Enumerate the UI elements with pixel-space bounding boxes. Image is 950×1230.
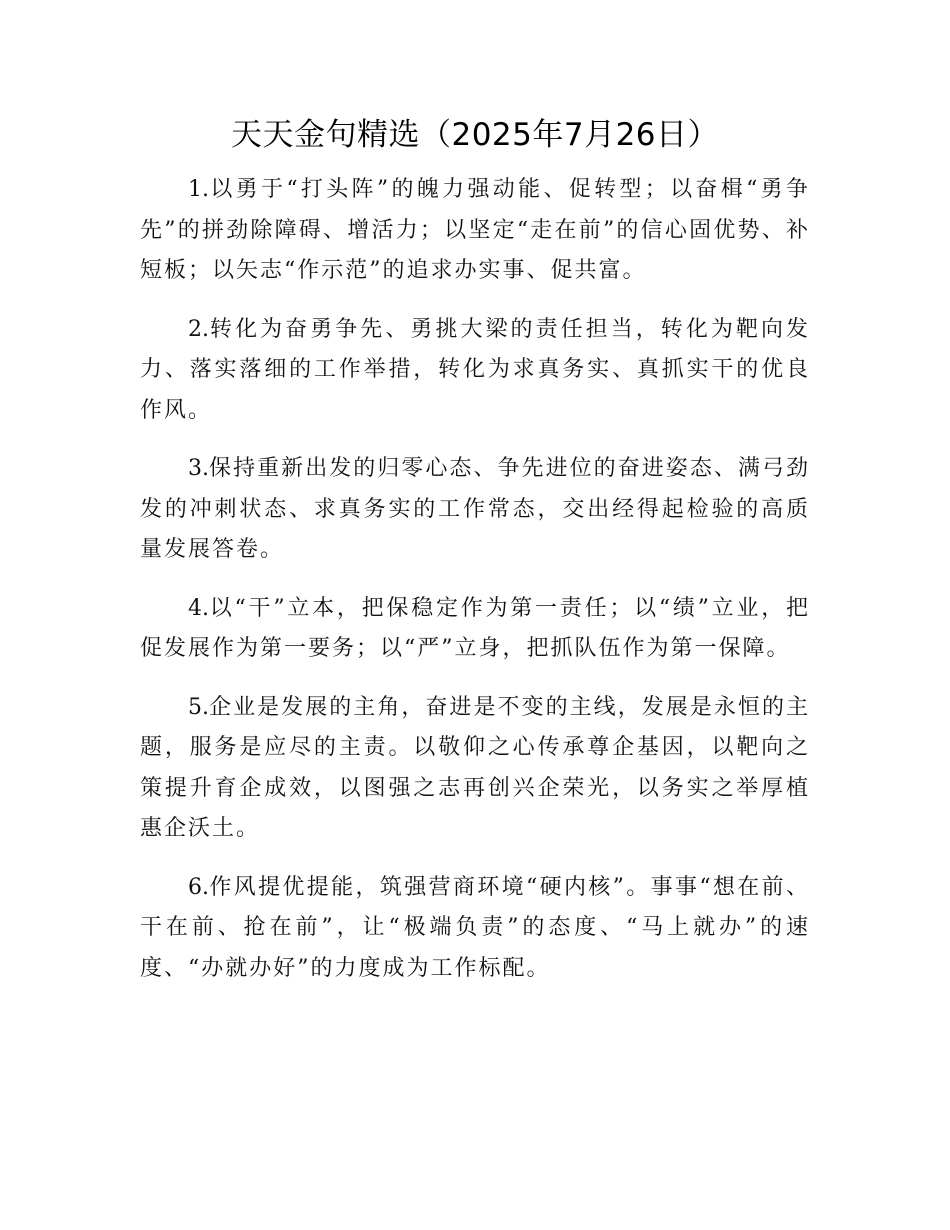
paragraph-3: [140, 449, 810, 571]
paragraph-6: [140, 868, 810, 990]
paragraph-number: 1.: [188, 177, 209, 202]
document-title: 天天金句精选（2025年7月26日）: [230, 117, 720, 153]
paragraph-text: 以“干”立本，把保稳定作为第一责任；以“绩”立业，把促发展作为第一要务；以“严”立身，把抓队伍作为第一保障。: [140, 595, 810, 661]
paragraph-text: 转化为奋勇争先、勇挑大梁的责任担当，转化为靶向发力、落实落细的工作举措，转化为求真务实、真抓实干的优良作风。: [140, 316, 810, 423]
paragraph-2: [140, 310, 810, 432]
paragraph-5: [140, 688, 810, 850]
paragraph-number: 6.: [188, 874, 209, 900]
paragraph-text: 作风提优提能，筑强营商环境“硬内核”。事事“想在前、干在前、抢在前”，让“极端负责”的态度、“马上就办”的速度、“办就办好”的力度成为工作标配。: [140, 874, 810, 981]
paragraph-1: [140, 170, 810, 292]
paragraph-text: 以勇于“打头阵”的魄力强动能、促转型；以奋楫“勇争先”的拼劲除障碍、增活力；以坚定“走在前”的信心固优势、补短板；以矢志“作示范”的追求办实事、促共富。: [140, 177, 810, 283]
paragraph-number: 4.: [188, 595, 209, 621]
paragraph-4: [140, 589, 810, 670]
document-body: [140, 170, 810, 1007]
paragraph-number: 2.: [188, 316, 209, 342]
paragraph-number: 3.: [188, 456, 209, 481]
paragraph-number: 5.: [188, 694, 209, 720]
paragraph-text: 企业是发展的主角，奋进是不变的主线，发展是永恒的主题，服务是应尽的主责。以敬仰之心传承尊企基因，以靶向之策提升育企成效，以图强之志再创兴企荣光，以务实之举厚植惠企沃土。: [140, 694, 810, 841]
paragraph-text: 保持重新出发的归零心态、争先进位的奋进姿态、满弓劲发的冲刺状态、求真务实的工作常态，交出经得起检验的高质量发展答卷。: [140, 456, 810, 562]
